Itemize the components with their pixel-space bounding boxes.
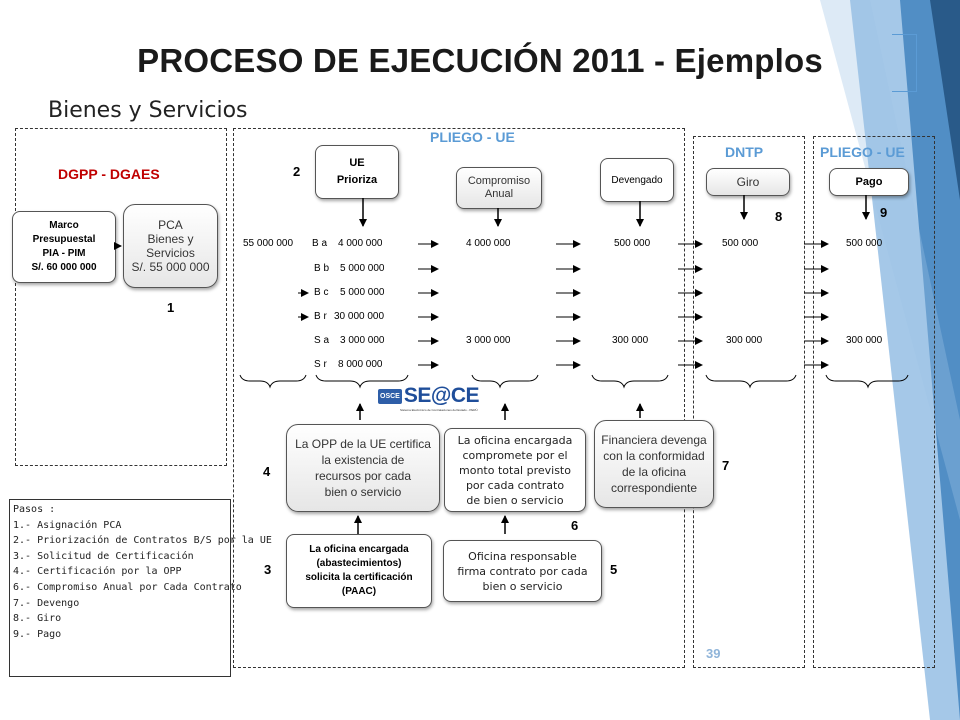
marco-line-2: Presupuestal bbox=[32, 234, 96, 245]
zone-pliego-label: PLIEGO - UE bbox=[430, 129, 515, 145]
marco-line-4: S/. 60 000 000 bbox=[31, 262, 97, 273]
seace-logo bbox=[378, 384, 478, 414]
step-number-8: 8 bbox=[775, 209, 783, 224]
pca-line-3: Servicios bbox=[146, 246, 195, 260]
row-pago-ba: 500 000 bbox=[846, 238, 883, 249]
pasos-item: 9.- Pago bbox=[13, 628, 62, 640]
step-number-4: 4 bbox=[263, 464, 271, 479]
abastecimientos-line-4: (PAAC) bbox=[341, 586, 377, 597]
abastecimientos-line-1: La oficina encargada bbox=[309, 544, 409, 555]
financiera-line-1: Financiera devenga bbox=[601, 433, 707, 447]
page-subtitle: Bienes y Servicios bbox=[48, 98, 248, 123]
financiera-line-2: con la conformidad bbox=[603, 449, 705, 463]
oficina-responsable-box bbox=[443, 540, 602, 602]
pasos-item: 2.- Priorización de Contratos B/S por la UE bbox=[13, 535, 272, 547]
row-value-bc: 5 000 000 bbox=[340, 287, 385, 298]
pasos-item: 3.- Solicitud de Certificación bbox=[13, 550, 194, 562]
step-number-5: 5 bbox=[610, 562, 618, 577]
devengado-label: Devengado bbox=[611, 174, 663, 186]
pasos-item: 1.- Asignación PCA bbox=[13, 519, 122, 531]
row-compromiso-ba: 4 000 000 bbox=[466, 238, 511, 249]
pca-line-1: PCA bbox=[158, 218, 183, 232]
row-code-bc: B c bbox=[314, 287, 329, 298]
row-devengado-ba: 500 000 bbox=[614, 238, 651, 249]
zone-dgpp-label: DGPP - DGAES bbox=[58, 166, 160, 182]
giro-label: Giro bbox=[736, 175, 760, 189]
seace-logo-prefix: OSCE bbox=[378, 389, 402, 404]
zone-dntp-label: DNTP bbox=[725, 144, 764, 160]
abastecimientos-line-3: solicita la certificación bbox=[305, 572, 413, 583]
pasos-item: 7.- Devengo bbox=[13, 597, 80, 609]
row-value-bb: 5 000 000 bbox=[340, 263, 385, 274]
row-amount-total: 55 000 000 bbox=[243, 238, 294, 249]
step-number-2: 2 bbox=[293, 164, 301, 179]
marco-line-1: Marco bbox=[49, 220, 79, 231]
financiera-line-3: de la oficina bbox=[621, 465, 687, 479]
row-code-bb: B b bbox=[314, 263, 330, 274]
seace-logo-caption: Sistema Electrónico de Contrataciones del Estado - PERÚ bbox=[400, 408, 478, 412]
responsable-line-1: Oficina responsable bbox=[468, 549, 577, 563]
row-code-br: B r bbox=[314, 311, 327, 322]
pasos-title: Pasos : bbox=[13, 504, 56, 515]
compromiso-line-2: Anual bbox=[484, 188, 514, 200]
row-pago-sa: 300 000 bbox=[846, 335, 883, 346]
responsable-line-2: firma contrato por cada bbox=[457, 564, 588, 578]
ue-prioriza-line-1: UE bbox=[349, 157, 365, 169]
row-value-ba: 4 000 000 bbox=[338, 238, 383, 249]
page-number: 39 bbox=[706, 646, 721, 661]
row-code-ba: B a bbox=[312, 238, 328, 249]
pca-line-2: Bienes y bbox=[147, 232, 194, 246]
financiera-devenga-box bbox=[594, 420, 714, 508]
step-number-6: 6 bbox=[571, 518, 579, 533]
pca-line-4: S/. 55 000 000 bbox=[131, 260, 210, 274]
pasos-item: 4.- Certificación por la OPP bbox=[13, 566, 182, 578]
pago-label: Pago bbox=[855, 176, 883, 188]
seace-logo-text: SE@CE bbox=[403, 384, 480, 407]
step-number-1: 1 bbox=[167, 300, 175, 315]
abastecimientos-line-2: (abastecimientos) bbox=[316, 558, 402, 569]
compromete-line-1: La oficina encargada bbox=[457, 433, 573, 447]
compromete-line-5: de bien o servicio bbox=[466, 493, 564, 507]
step-number-7: 7 bbox=[722, 458, 730, 473]
abastecimientos-box bbox=[286, 534, 432, 608]
oficina-compromete-box bbox=[444, 428, 586, 512]
step-number-9: 9 bbox=[880, 205, 888, 220]
opp-certifica-box bbox=[286, 424, 440, 512]
row-compromiso-sa: 3 000 000 bbox=[466, 335, 511, 346]
row-giro-sa: 300 000 bbox=[726, 335, 763, 346]
row-value-sr: 8 000 000 bbox=[338, 359, 383, 370]
opp-line-2: la existencia de bbox=[321, 453, 405, 467]
zone-pliego-ue-label: PLIEGO - UE bbox=[820, 144, 905, 160]
row-value-br: 30 000 000 bbox=[334, 311, 385, 322]
compromete-line-2: compromete por el bbox=[462, 448, 568, 462]
compromete-line-4: por cada contrato bbox=[465, 478, 565, 492]
row-devengado-sa: 300 000 bbox=[612, 335, 649, 346]
compromiso-line-1: Compromiso bbox=[467, 175, 531, 187]
financiera-line-4: correspondiente bbox=[610, 481, 698, 495]
compromete-line-3: monto total previsto bbox=[459, 463, 571, 477]
marco-line-3: PIA - PIM bbox=[42, 248, 86, 259]
pasos-item: 8.- Giro bbox=[13, 613, 62, 625]
row-value-sa: 3 000 000 bbox=[340, 335, 385, 346]
opp-line-4: bien o servicio bbox=[324, 485, 402, 499]
row-giro-ba: 500 000 bbox=[722, 238, 759, 249]
ue-prioriza-line-2: Prioriza bbox=[336, 174, 378, 186]
page-title: PROCESO DE EJECUCIÓN 2011 - Ejemplos bbox=[137, 42, 823, 79]
responsable-line-3: bien o servicio bbox=[482, 579, 563, 593]
opp-line-3: recursos por cada bbox=[314, 469, 412, 483]
step-number-3: 3 bbox=[264, 562, 272, 577]
pasos-item: 6.- Compromiso Anual por Cada Contrato bbox=[13, 581, 242, 593]
row-code-sa: S a bbox=[314, 335, 330, 346]
pasos-list bbox=[9, 499, 272, 677]
row-code-sr: S r bbox=[314, 359, 327, 370]
opp-line-1: La OPP de la UE certifica bbox=[295, 437, 431, 451]
